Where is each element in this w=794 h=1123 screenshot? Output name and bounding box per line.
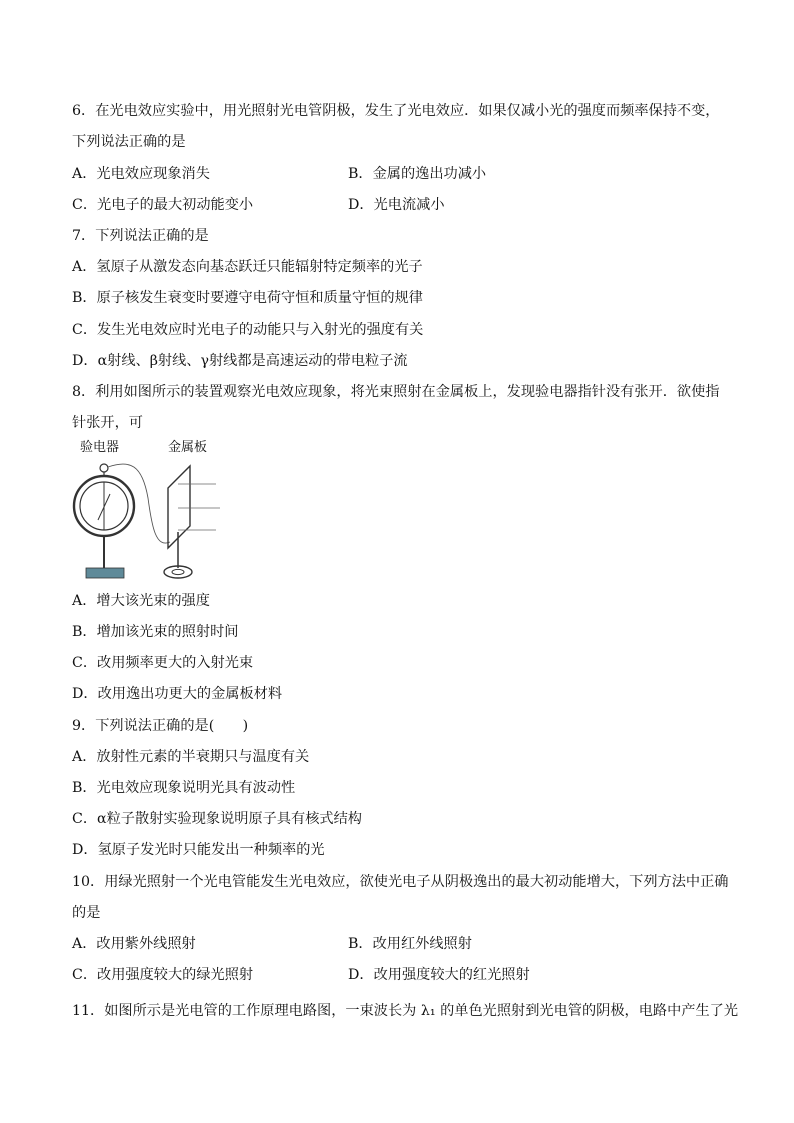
q6-option-b: B．金属的逸出功减小 (348, 166, 487, 182)
q9-stem: 9．下列说法正确的是( ) (72, 718, 249, 734)
electroscope-label: 验电器 (80, 440, 120, 455)
q6-option-c: C．光电子的最大初动能变小 (72, 197, 254, 213)
electroscope-knob (100, 464, 108, 472)
metal-plate (168, 466, 190, 548)
q8-option-a: A．增大该光束的强度 (72, 593, 210, 609)
q11-stem-line1: 11．如图所示是光电管的工作原理电路图，一束波长为 λ₁ 的单色光照射到光电管的阴极，电路中产生了光 (72, 1003, 739, 1019)
q6-stem-line1: 6．在光电效应实验中，用光照射光电管阴极，发生了光电效应．如果仅减小光的强度而频率保持不变， (72, 103, 720, 119)
q10-stem-line2: 的是 (72, 905, 101, 921)
q10-option-b: B．改用红外线照射 (348, 936, 472, 952)
q10-option-c: C．改用强度较大的绿光照射 (72, 967, 254, 983)
q6-option-d: D．光电流减小 (348, 197, 445, 213)
q8-stem-line2: 针张开，可 (72, 415, 143, 431)
q7-stem: 7．下列说法正确的是 (72, 228, 209, 244)
q9-option-a: A．放射性元素的半衰期只与温度有关 (72, 749, 310, 765)
q9-option-b: B．光电效应现象说明光具有波动性 (72, 780, 296, 796)
q6-option-a: A．光电效应现象消失 (72, 166, 210, 182)
q7-option-d: D．α射线、β射线、γ射线都是高速运动的带电粒子流 (72, 353, 408, 369)
electroscope-figure (70, 438, 230, 584)
electroscope-base (86, 568, 124, 578)
q9-option-d: D．氢原子发光时只能发出一种频率的光 (72, 842, 325, 858)
connecting-wire (108, 464, 170, 543)
q10-option-d: D．改用强度较大的红光照射 (348, 967, 530, 983)
q10-option-a: A．改用紫外线照射 (72, 936, 196, 952)
q7-option-b: B．原子核发生衰变时要遵守电荷守恒和质量守恒的规律 (72, 290, 423, 306)
q8-option-b: B．增加该光束的照射时间 (72, 624, 239, 640)
q8-stem-line1: 8．利用如图所示的装置观察光电效应现象，将光束照射在金属板上，发现验电器指针没有张开．欲使指 (72, 384, 720, 400)
q8-option-d: D．改用逸出功更大的金属板材料 (72, 686, 283, 702)
q7-option-c: C．发生光电效应时光电子的动能只与入射光的强度有关 (72, 322, 424, 338)
q6-stem-line2: 下列说法正确的是 (72, 134, 186, 150)
metal-plate-label: 金属板 (168, 440, 208, 455)
q10-stem-line1: 10．用绿光照射一个光电管能发生光电效应，欲使光电子从阴极逸出的最大初动能增大，下列方法中正确 (72, 874, 729, 890)
q8-option-c: C．改用频率更大的入射光束 (72, 655, 254, 671)
q9-option-c: C．α粒子散射实验现象说明原子具有核式结构 (72, 811, 363, 827)
electroscope-diagram (70, 438, 230, 584)
q7-option-a: A．氢原子从激发态向基态跃迁只能辐射特定频率的光子 (72, 259, 423, 275)
